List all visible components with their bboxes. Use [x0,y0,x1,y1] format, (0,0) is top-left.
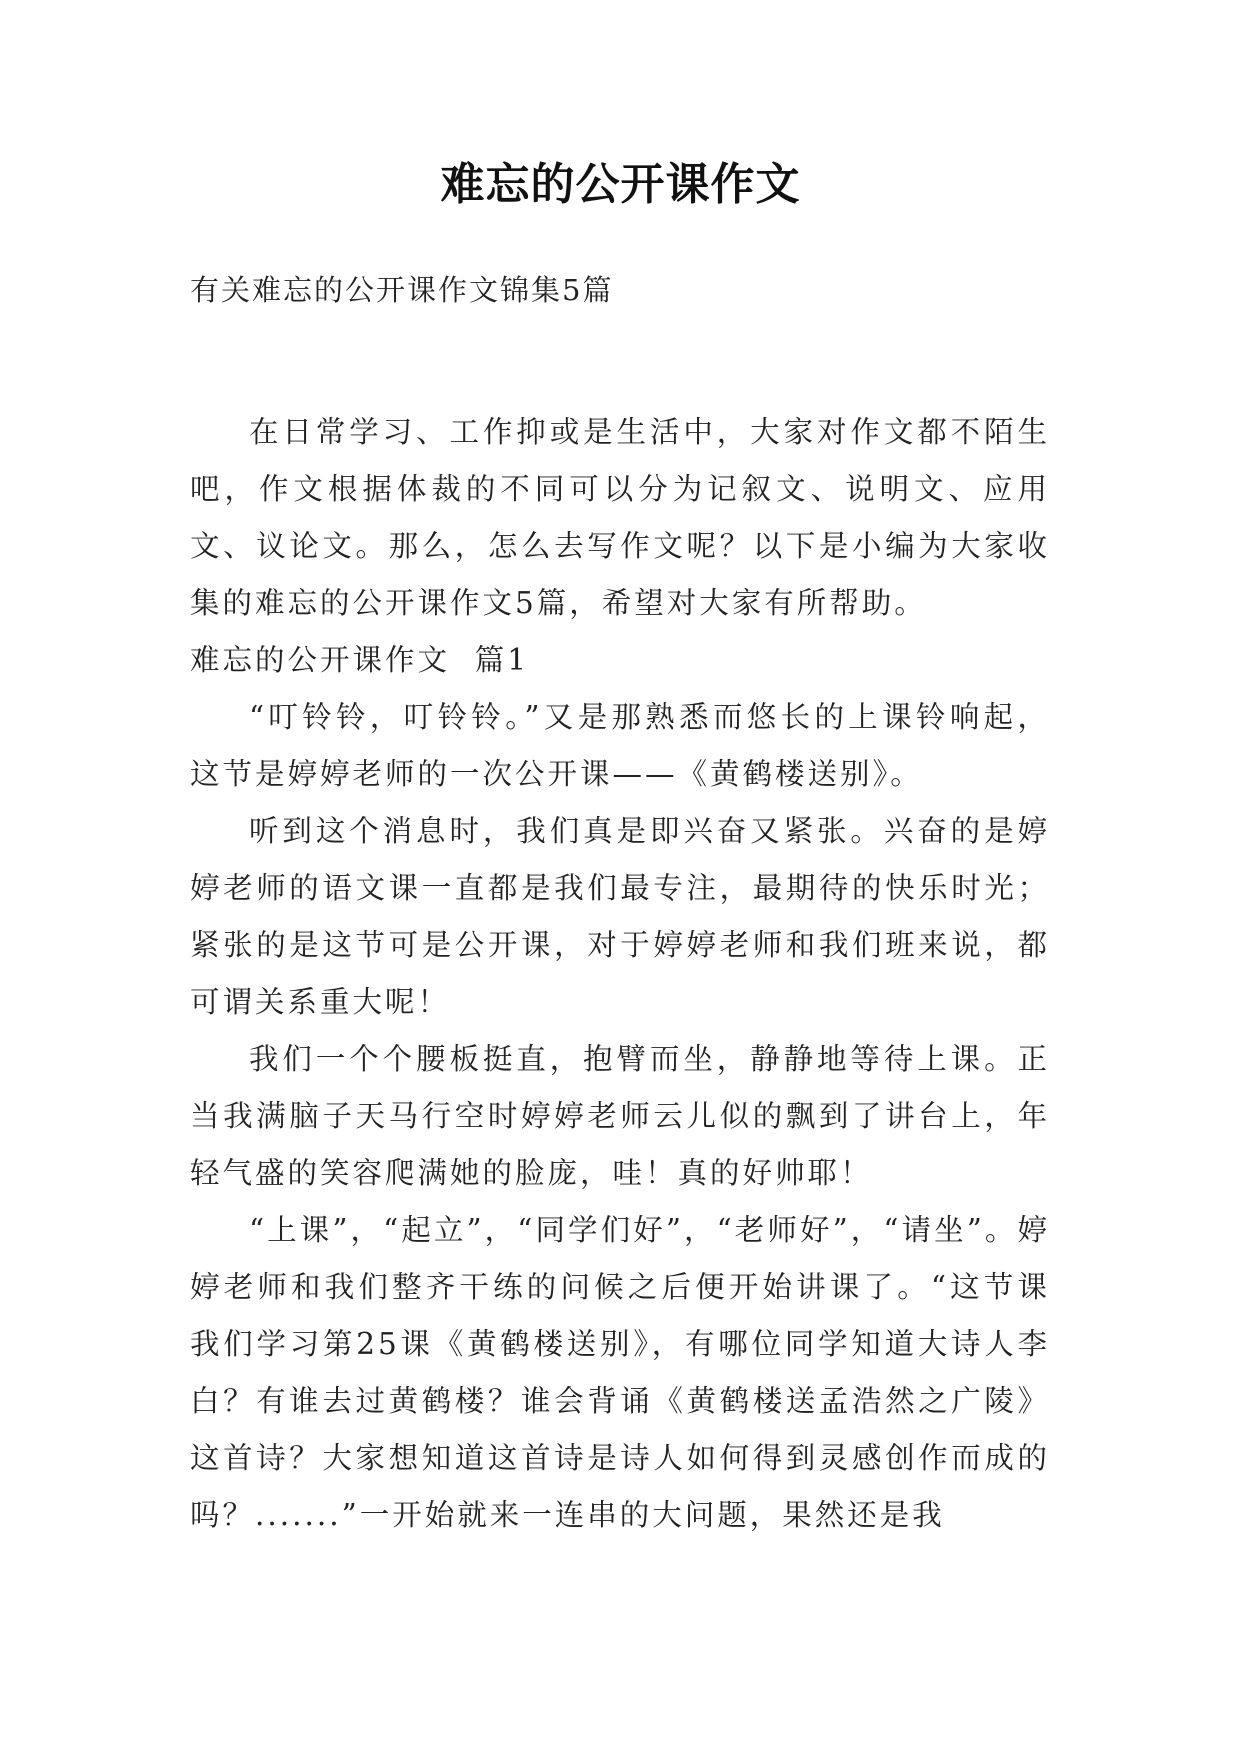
document-title: 难忘的公开课作文 [440,159,801,210]
body-paragraph: “叮铃铃，叮铃铃。”又是那熟悉而悠长的上课铃响起，这节是婷婷老师的一次公开课——《黄鹤楼送别》。 [190,700,1050,791]
document-subtitle: 有关难忘的公开课作文锦集5篇 [190,273,614,307]
document-body [190,404,1050,1544]
section-heading: 难忘的公开课作文 篇1 [190,643,530,677]
body-paragraph: 我们一个个腰板挺直，抱臂而坐，静静地等待上课。正当我满脑子天马行空时婷婷老师云儿似的飘到了讲台上，年轻气盛的笑容爬满她的脸庞，哇！真的好帅耶！ [190,1042,1050,1190]
body-paragraph: “上课”，“起立”，“同学们好”，“老师好”，“请坐”。婷婷老师和我们整齐干练的问候之后便开始讲课了。“这节课我们学习第25课《黄鹤楼送别》，有哪位同学知道大诗人李白？有谁去过黄鹤楼？谁会背诵《黄鹤楼送孟浩然之广陵》这首诗？大家想知道这首诗是诗人如何得到灵感创作而成的吗？.......”一开始就来一连串的大问题，果然还是我 [190,1213,1050,1532]
intro-paragraph: 在日常学习、工作抑或是生活中，大家对作文都不陌生吧，作文根据体裁的不同可以分为记叙文、说明文、应用文、议论文。那么，怎么去写作文呢？以下是小编为大家收集的难忘的公开课作文5篇，希望对大家有所帮助。 [190,415,1050,620]
body-paragraph: 听到这个消息时，我们真是即兴奋又紧张。兴奋的是婷婷老师的语文课一直都是我们最专注，最期待的快乐时光；紧张的是这节可是公开课，对于婷婷老师和我们班来说，都可谓关系重大呢！ [190,814,1050,1019]
